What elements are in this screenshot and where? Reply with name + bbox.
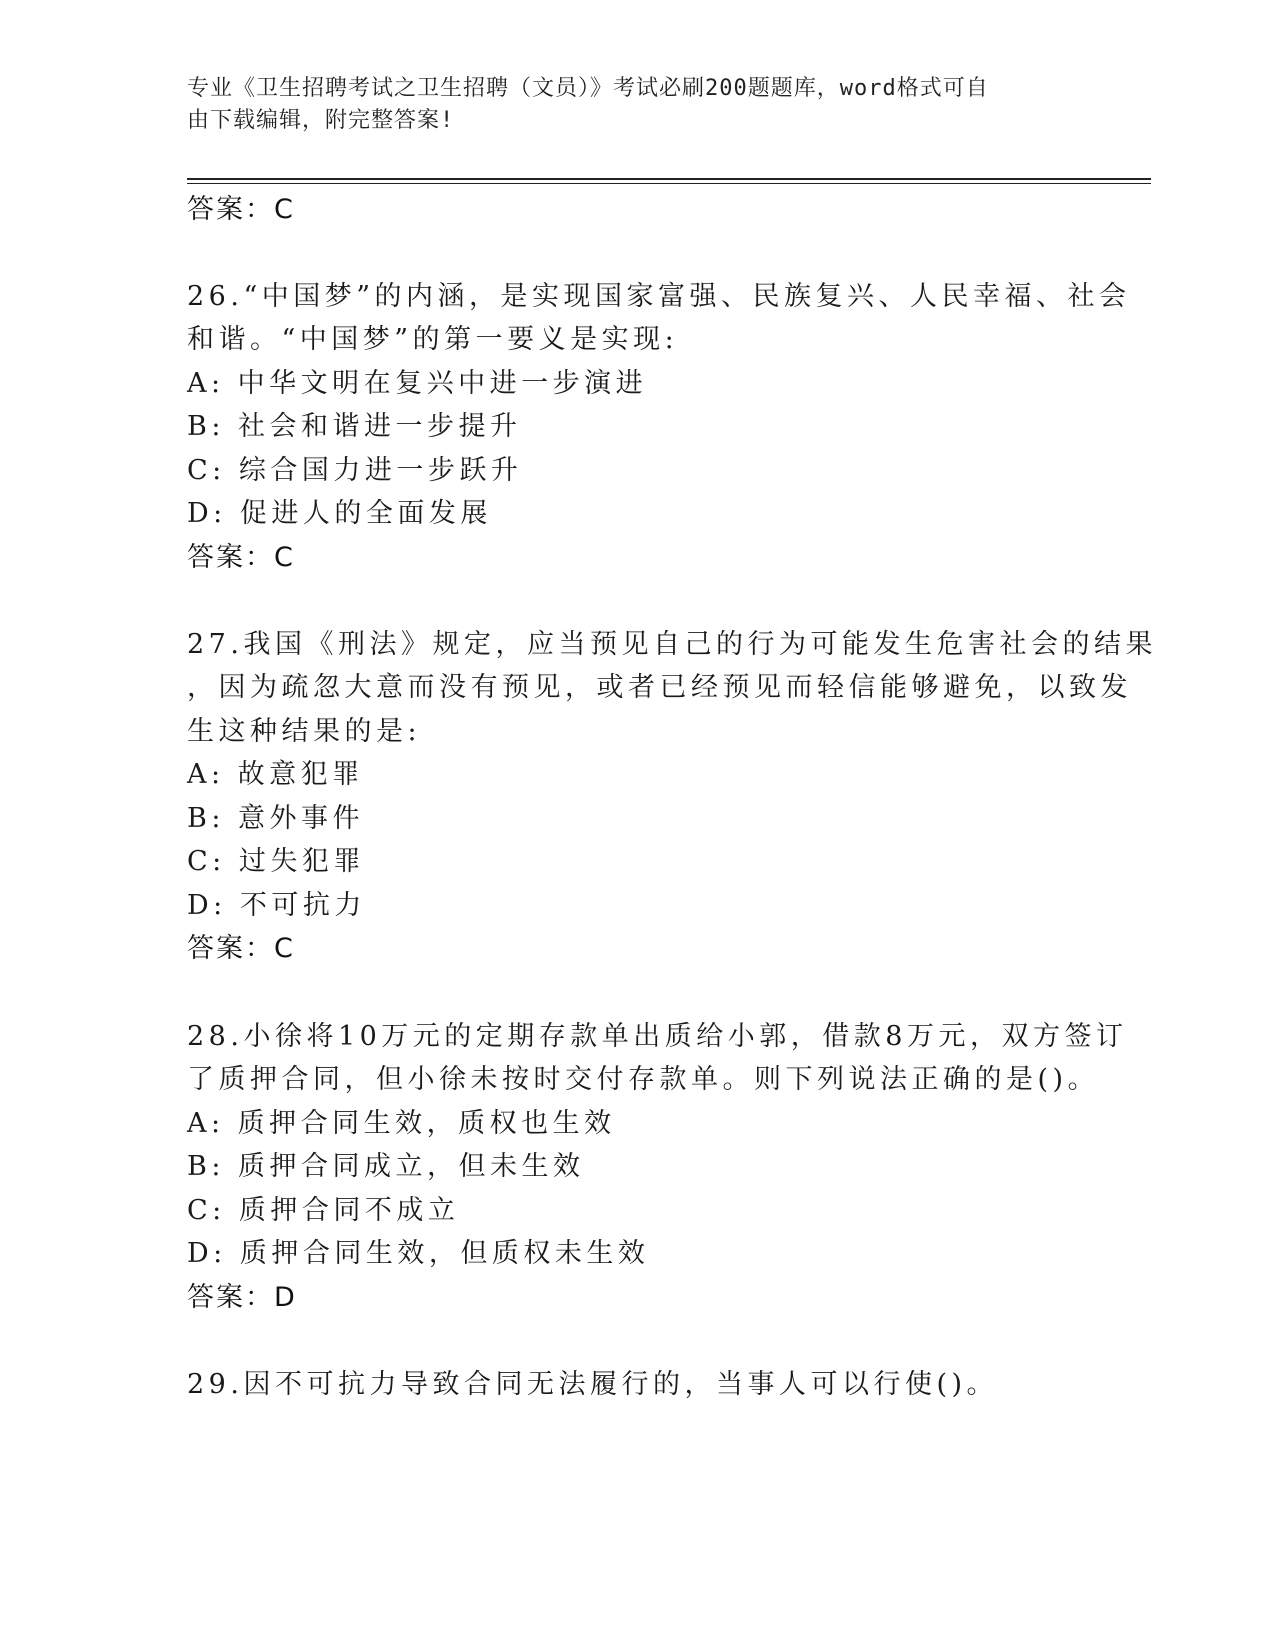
document-header bbox=[187, 73, 1067, 137]
option-d: D: 不可抗力 bbox=[187, 890, 366, 921]
option-a: A: 故意犯罪 bbox=[187, 759, 364, 790]
previous-answer: 答案：C bbox=[187, 194, 295, 225]
question-stem: 生这种结果的是: bbox=[187, 716, 422, 747]
question-stem: 26.“中国梦”的内涵，是实现国家富强、民族复兴、人民幸福、社会 bbox=[187, 281, 1131, 312]
option-c: C: 质押合同不成立 bbox=[187, 1195, 460, 1226]
option-a: A: 中华文明在复兴中进一步演进 bbox=[187, 368, 648, 399]
option-c: C: 过失犯罪 bbox=[187, 846, 365, 877]
answer: 答案：D bbox=[187, 1282, 297, 1313]
answer: 答案：C bbox=[187, 933, 295, 964]
answer: 答案：C bbox=[187, 542, 295, 573]
option-b: B: 意外事件 bbox=[187, 803, 365, 834]
header-divider-thin bbox=[187, 183, 1151, 184]
question-stem: 了质押合同，但小徐未按时交付存款单。则下列说法正确的是()。 bbox=[187, 1064, 1100, 1095]
option-a: A: 质押合同生效，质权也生效 bbox=[187, 1108, 616, 1139]
question-stem: 28.小徐将10万元的定期存款单出质给小郭，借款8万元，双方签订 bbox=[187, 1021, 1128, 1052]
option-d: D: 质押合同生效，但质权未生效 bbox=[187, 1238, 650, 1269]
header-divider-thick bbox=[187, 178, 1151, 180]
header-line-2: 由下载编辑，附完整答案! bbox=[187, 108, 455, 133]
option-b: B: 社会和谐进一步提升 bbox=[187, 411, 522, 442]
question-stem: ，因为疏忽大意而没有预见，或者已经预见而轻信能够避免，以致发 bbox=[187, 672, 1132, 703]
header-line-1: 专业《卫生招聘考试之卫生招聘（文员）》考试必刷200题题库，word格式可自 bbox=[187, 76, 989, 101]
option-d: D: 促进人的全面发展 bbox=[187, 498, 492, 529]
question-stem: 27.我国《刑法》规定，应当预见自己的行为可能发生危害社会的结果 bbox=[187, 629, 1157, 660]
question-stem: 29.因不可抗力导致合同无法履行的，当事人可以行使()。 bbox=[187, 1369, 999, 1400]
question-stem: 和谐。“中国梦”的第一要义是实现: bbox=[187, 324, 679, 355]
option-c: C: 综合国力进一步跃升 bbox=[187, 455, 523, 486]
option-b: B: 质押合同成立，但未生效 bbox=[187, 1151, 585, 1182]
